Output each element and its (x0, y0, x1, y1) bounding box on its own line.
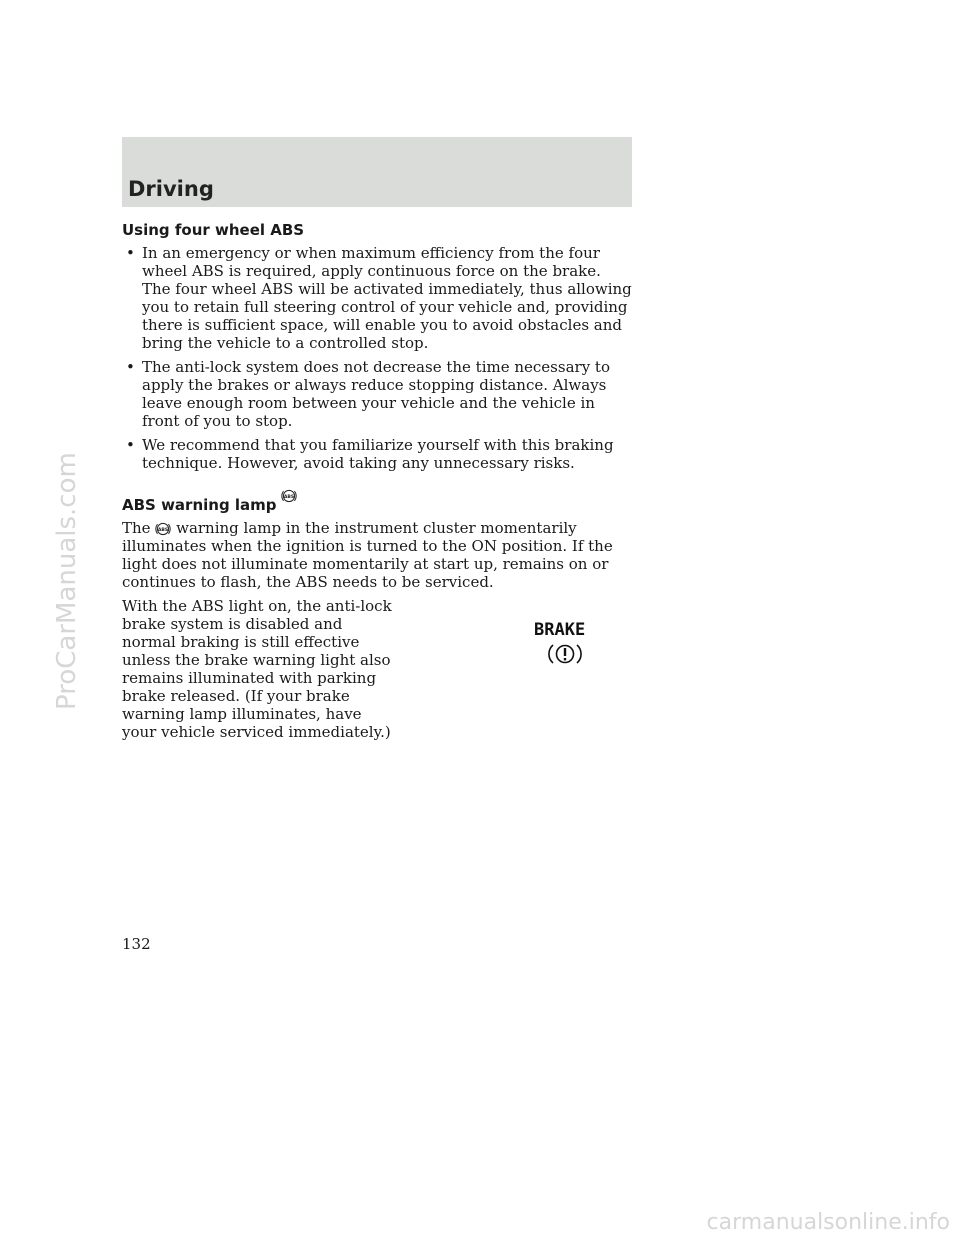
section-header (122, 137, 632, 207)
brake-section (122, 597, 634, 741)
abs-warning-heading (122, 488, 634, 515)
abs-warning-lead: The (122, 519, 151, 537)
abs-warning-paragraph (122, 519, 634, 591)
list-item (122, 358, 634, 430)
brake-warning-icon (547, 641, 583, 667)
list-item (122, 436, 634, 472)
abs-inline-icon (155, 521, 171, 537)
svg-text:ABS: ABS (283, 495, 294, 500)
svg-text:ABS: ABS (158, 528, 169, 533)
list-item-text: In an emergency or when maximum efficiency from the four wheel ABS is required, apply continuous force on the brake. The four wheel ABS will be activated immediately, thus allowing you to retain full steering control of your vehicle and, providing there is sufficient space, will enable you to avoid obstacles and bring the vehicle to a controlled stop. (142, 244, 632, 352)
bullet-mark: • (126, 358, 135, 376)
brake-warning-figure (404, 597, 634, 707)
bullet-mark: • (126, 436, 135, 454)
abs-light-paragraph: With the ABS light on, the anti-lock brake system is disabled and normal braking is still effective unless the brake warning light also remains illuminated with parking brake released. (If your brake warning lamp illuminates, have your vehicle serviced immediately.) (122, 597, 392, 741)
section-title: Driving (128, 177, 214, 201)
abs-usage-heading: Using four wheel ABS (122, 221, 305, 239)
list-item-text: The anti-lock system does not decrease the time necessary to apply the brakes or always reduce stopping distance. Always leave enough room between your vehicle and the vehicle in front of you to stop. (142, 358, 610, 430)
footer-watermark: carmanualsonline.info (706, 1210, 950, 1235)
bullet-mark: • (126, 244, 135, 262)
brake-label: BRAKE (534, 620, 586, 640)
side-watermark (4, 452, 82, 1210)
page-content (122, 220, 634, 747)
list-item-text: We recommend that you familiarize yourself with this braking technique. However, avoid taking any unnecessary risks. (142, 436, 614, 472)
list-item (122, 244, 634, 352)
page-number: 132 (122, 935, 151, 953)
abs-warning-text: warning lamp in the instrument cluster momentarily illuminates when the ignition is turned to the ON position. If the light does not illuminate momentarily at start up, remains on or continues to flash, the ABS needs to be serviced. (122, 519, 613, 591)
side-watermark-text: ProCarManuals.com (52, 452, 82, 710)
abs-warning-heading-text: ABS warning lamp (122, 496, 277, 514)
abs-warning-icon (281, 488, 297, 504)
abs-usage-list (122, 244, 634, 472)
